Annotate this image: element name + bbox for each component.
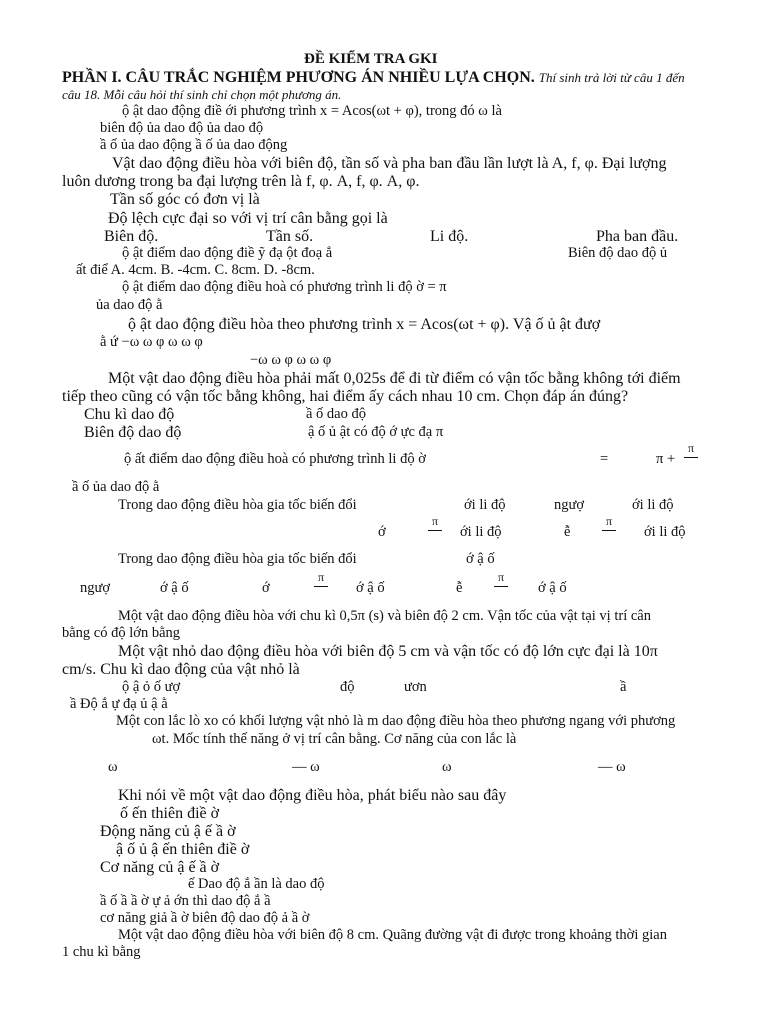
q5-stem-tail: Biên độ dao độ ủ	[568, 245, 668, 261]
fraction-bar	[684, 457, 698, 458]
q11-option-c-tail: ớ ậ ố	[356, 580, 385, 596]
q14-stem-b: độ	[340, 679, 355, 695]
q8-option-c: Biên độ dao độ	[84, 424, 182, 441]
q4-option-d: Pha ban đầu.	[596, 228, 679, 245]
q6-stem-2: ủa dao độ ằ	[96, 297, 163, 313]
q16-option-c: ậ ố ủ ậ ến thiên điề ờ	[116, 841, 250, 858]
q11-option-c: ớ	[262, 580, 270, 596]
q10-option-a: ới li độ	[464, 497, 506, 513]
q15-stem: Một con lắc lò xo có khối lượng vật nhỏ là m dao động điều hòa theo phương ngang với phương	[116, 713, 676, 729]
q10-option-d: ễ	[564, 524, 571, 540]
fraction-numerator: π	[431, 514, 439, 528]
fraction-bar	[314, 586, 328, 587]
q11-option-a: ớ ậ ố	[466, 551, 495, 567]
q15-option-c: ω	[442, 759, 452, 775]
q9-stem-2: ầ ố ủa dao độ ằ	[72, 479, 160, 495]
q17-options-ab: ầ ố ầ ầ ờ ự ả ớn thì dao độ ắ ầ	[100, 893, 271, 909]
q12-stem: Một vật dao động điều hòa với chu kì 0,5π (s) và biên độ 2 cm. Vận tốc của vật tại vị trí cân	[118, 608, 651, 624]
q8-stem-2: tiếp theo cũng có vận tốc bằng không, hai điểm ấy cách nhau 10 cm. Chọn đáp án đúng?	[62, 388, 629, 405]
q10-option-c: ớ	[378, 524, 386, 540]
q16-option-d: Cơ năng củ ậ ế ầ ờ	[100, 859, 220, 876]
q4-stem: Độ lệch cực đại so với vị trí cân bằng gọi là	[108, 210, 388, 227]
q13-stem: Một vật nhỏ dao động điều hòa với biên độ 5 cm và vận tốc có độ lớn cực đại là 10π	[118, 643, 658, 660]
q9-equals: =	[600, 451, 609, 467]
q9-phase-fraction	[684, 441, 698, 458]
q5-stem: ộ ật điểm dao động điề ỹ đạ ột đoạ ẳ	[122, 245, 333, 261]
q14-stem-d: ầ	[620, 679, 627, 695]
q13-stem-2: cm/s. Chu kì dao động của vật nhỏ là	[62, 661, 300, 678]
q8-option-a: Chu kì dao độ	[84, 406, 175, 423]
q11-option-b-tail: ớ ậ ố	[160, 580, 189, 596]
q11-option-d: ễ	[456, 580, 463, 596]
page-title: ĐỀ KIỂM TRA GKI	[304, 51, 438, 67]
q17-stem: ế Dao độ ắ ần là dao độ	[188, 876, 325, 892]
part-instruction-2: câu 18. Mỗi câu hỏi thí sinh chỉ chọn một phương án.	[62, 87, 342, 102]
q6-stem: ộ ật điểm dao động điều hoà có phương trình li độ ờ = π	[122, 279, 447, 295]
q10-option-d-tail: ới li độ	[644, 524, 686, 540]
q10-fraction-d	[602, 514, 616, 531]
part-instruction: Thí sinh trả lời từ câu 1 đến	[538, 70, 685, 85]
fraction-numerator: π	[497, 570, 505, 584]
q3-stem: Tần số góc có đơn vị là	[110, 191, 260, 208]
q1-options-ab: biên độ ủa dao độ ủa dao độ	[100, 120, 264, 136]
q7-stem: ộ ật dao động điều hòa theo phương trình x = Acos(ωt + φ). Vậ ố ủ ật đượ	[128, 316, 601, 333]
q14-stem-c: ươn	[404, 679, 427, 695]
q11-fraction-d	[494, 570, 508, 587]
q18-stem-2: 1 chu kì bằng	[62, 944, 141, 960]
q2-stem: Vật dao động điều hòa với biên độ, tần số và pha ban đầu lần lượt là A, f, φ. Đại lượng	[112, 155, 667, 172]
q10-option-b-tail: ới li độ	[632, 497, 674, 513]
q7-options-ab: ằ ứ −ω ω φ ω ω φ	[100, 334, 203, 350]
q5-options: ất điể A. 4cm. B. -4cm. C. 8cm. D. -8cm.	[76, 262, 315, 278]
part-heading: PHẦN I. CÂU TRẮC NGHIỆM PHƯƠNG ÁN NHIỀU LỰA CHỌN.	[62, 69, 535, 86]
q8-option-b: ầ ố dao độ	[306, 406, 366, 422]
q8-stem: Một vật dao động điều hòa phải mất 0,025s để đi từ điểm có vận tốc bằng không tới điểm	[108, 370, 681, 387]
q18-stem: Một vật dao động điều hòa với biên độ 8 cm. Quãng đường vật đi được trong khoảng thời gian	[118, 927, 667, 943]
q15-option-b: — ω	[292, 759, 320, 775]
q10-option-b: ngượ	[554, 497, 585, 513]
q2-options: luôn dương trong ba đại lượng trên là f, φ. A, f, φ. A, φ.	[62, 173, 420, 190]
fraction-numerator: π	[317, 570, 325, 584]
q16-option-b: Động năng củ ậ ế ầ ờ	[100, 823, 236, 840]
q9-stem: ộ ất điểm dao động điều hoà có phương trình li độ ờ	[124, 451, 426, 467]
q10-option-c-tail: ới li độ	[460, 524, 502, 540]
part-heading-line	[62, 68, 685, 87]
q10-stem: Trong dao động điều hòa gia tốc biến đổi	[118, 497, 357, 513]
q4-option-b: Tần số.	[266, 228, 314, 245]
fraction-bar	[602, 530, 616, 531]
q16-stem: Khi nói về một vật dao động điều hòa, phát biểu nào sau đây	[118, 787, 507, 804]
q17-options-cd: cơ năng giả ầ ờ biên độ dao độ ả ầ ờ	[100, 910, 310, 926]
q8-option-d: ậ ố ủ ật có độ ớ ực đạ π	[308, 424, 444, 440]
q14-stem-2: ầ Độ ắ ự đạ ủ ậ ằ	[70, 696, 168, 712]
q14-stem: ộ ậ ỏ ố ượ	[122, 679, 181, 695]
q4-option-a: Biên độ.	[104, 228, 159, 245]
q12-stem-2: bằng có độ lớn bằng	[62, 625, 181, 641]
q11-option-d-tail: ớ ậ ố	[538, 580, 567, 596]
q1-stem: ộ ật dao động điề ới phương trình x = Acos(ωt + φ), trong đó ω là	[122, 103, 502, 119]
fraction-bar	[494, 586, 508, 587]
q7-options-cd: −ω ω φ ω ω φ	[250, 352, 332, 368]
fraction-bar	[428, 530, 442, 531]
q16-option-a: ố ến thiên điề ờ	[120, 805, 220, 822]
q9-fraction-numerator: π	[687, 441, 695, 455]
fraction-numerator: π	[605, 514, 613, 528]
q11-stem: Trong dao động điều hòa gia tốc biến đổi	[118, 551, 357, 567]
q15-option-a: ω	[108, 759, 118, 775]
q11-option-b: ngượ	[80, 580, 111, 596]
q9-phase: π +	[656, 451, 676, 467]
q1-options-cd: ầ ố ủa dao động ầ ố ủa dao động	[100, 137, 288, 153]
q15-stem-2: ωt. Mốc tính thế năng ở vị trí cân bằng. Cơ năng của con lắc là	[152, 731, 517, 747]
q10-fraction-c	[428, 514, 442, 531]
q4-option-c: Li độ.	[430, 228, 469, 245]
q15-option-d: — ω	[598, 759, 626, 775]
q11-fraction-c	[314, 570, 328, 587]
